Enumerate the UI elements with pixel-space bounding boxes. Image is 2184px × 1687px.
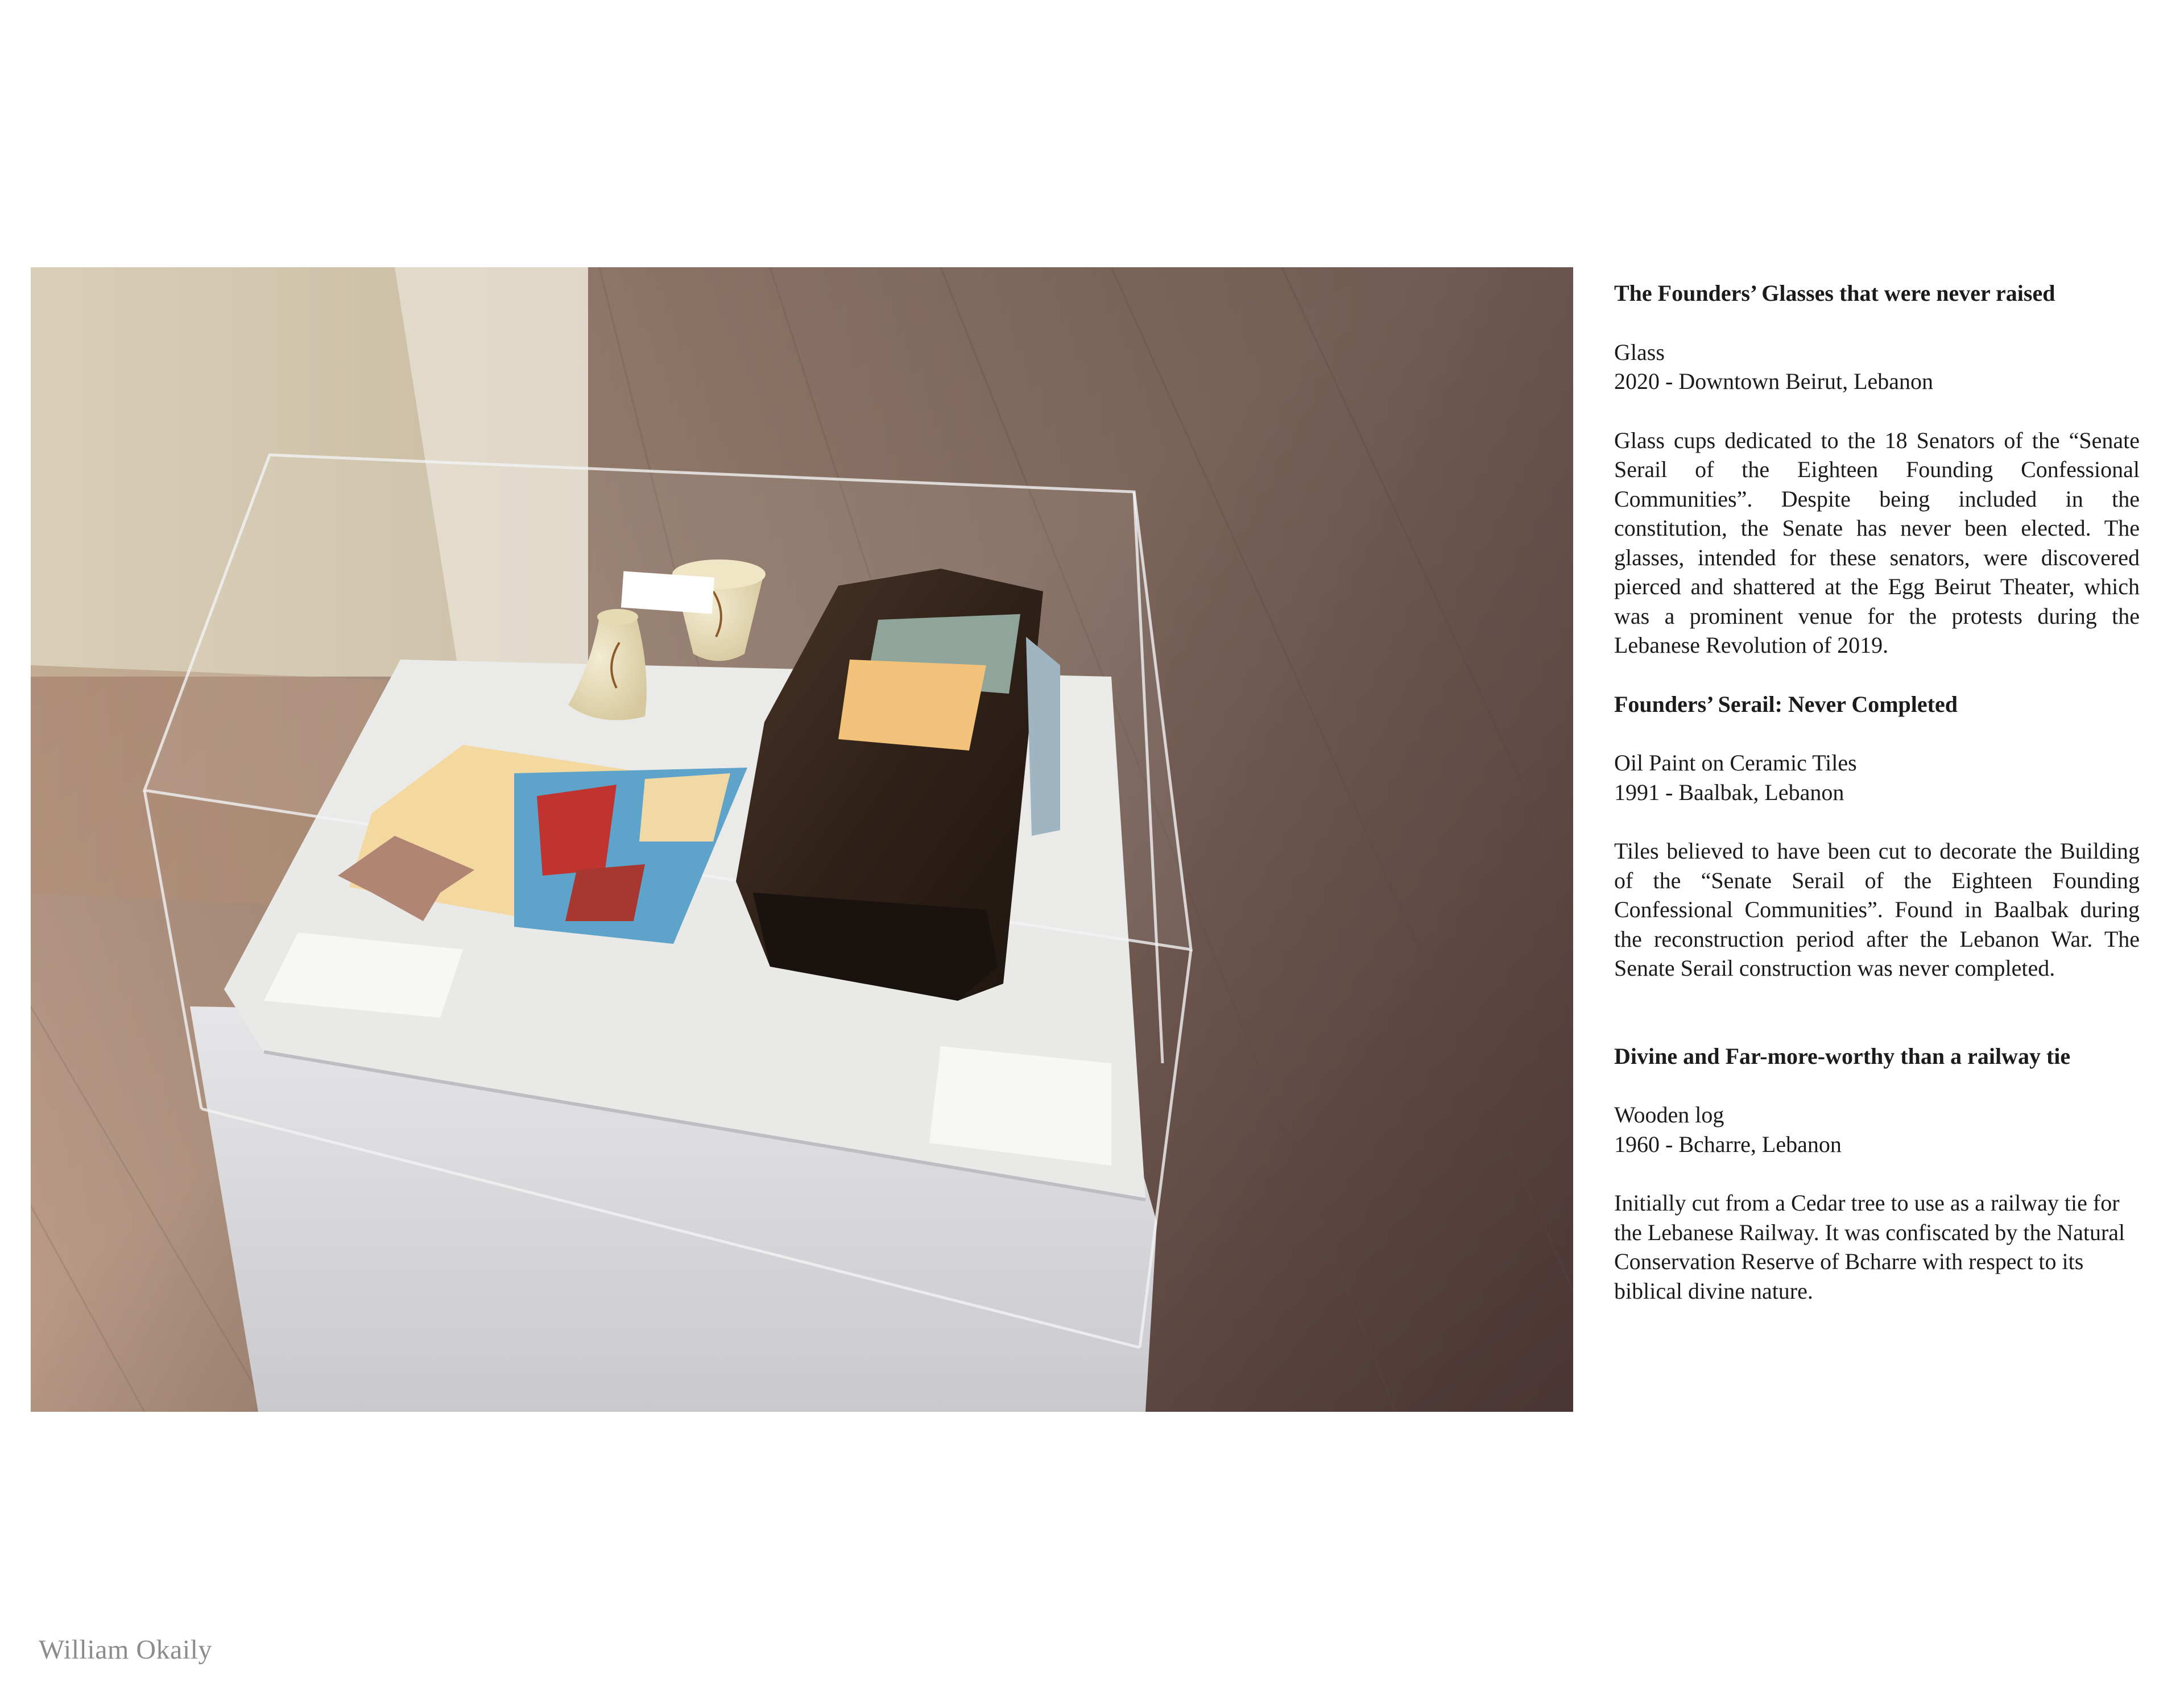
entry-date-place: 1991 - Baalbak, Lebanon (1614, 779, 1844, 805)
entry-material: Wooden log (1614, 1102, 1724, 1128)
entry-material: Oil Paint on Ceramic Tiles (1614, 750, 1857, 776)
entry-title: Divine and Far-more-worthy than a railway tie (1614, 1043, 2071, 1069)
catalogue-text (1614, 279, 2140, 1305)
entry-description: Initially cut from a Cedar tree to use as a railway tie for the Lebanese Railway. It was confiscated by the Natural Conservation Reserve of Bcharre with respect to its biblical divine nature. (1614, 1190, 2125, 1304)
vitrine-scene (31, 267, 1573, 1412)
entry-material: Glass (1614, 339, 1665, 365)
entry-date-place: 2020 - Downtown Beirut, Lebanon (1614, 368, 1934, 394)
entry-title: The Founders’ Glasses that were never raised (1614, 280, 2055, 306)
exhibition-photo (31, 267, 1573, 1412)
entry-description: Tiles believed to have been cut to decorate the Building of the “Senate Serail of the Eighteen Founding Confessional Communities”. Found in Baalbak during the reconstruction period after the Lebanon War. The Senate Serail construction was never completed. (1614, 838, 2140, 981)
entry-description: Glass cups dedicated to the 18 Senators of the “Senate Serail of the Eighteen Founding Confessional Communities”. Despite being included in the constitution, the Senate has never been elected. The glasses, intended for these senators, were discovered pierced and shattered at the Egg Beirut Theater, which was a prominent venue for the protests during the Lebanese Revolution of 2019. (1614, 427, 2140, 658)
glass-label-card (621, 571, 714, 614)
entry-title: Founders’ Serail: Never Completed (1614, 691, 1958, 717)
entry-date-place: 1960 - Bcharre, Lebanon (1614, 1131, 1842, 1157)
author-name: William Okaily (39, 1635, 213, 1665)
